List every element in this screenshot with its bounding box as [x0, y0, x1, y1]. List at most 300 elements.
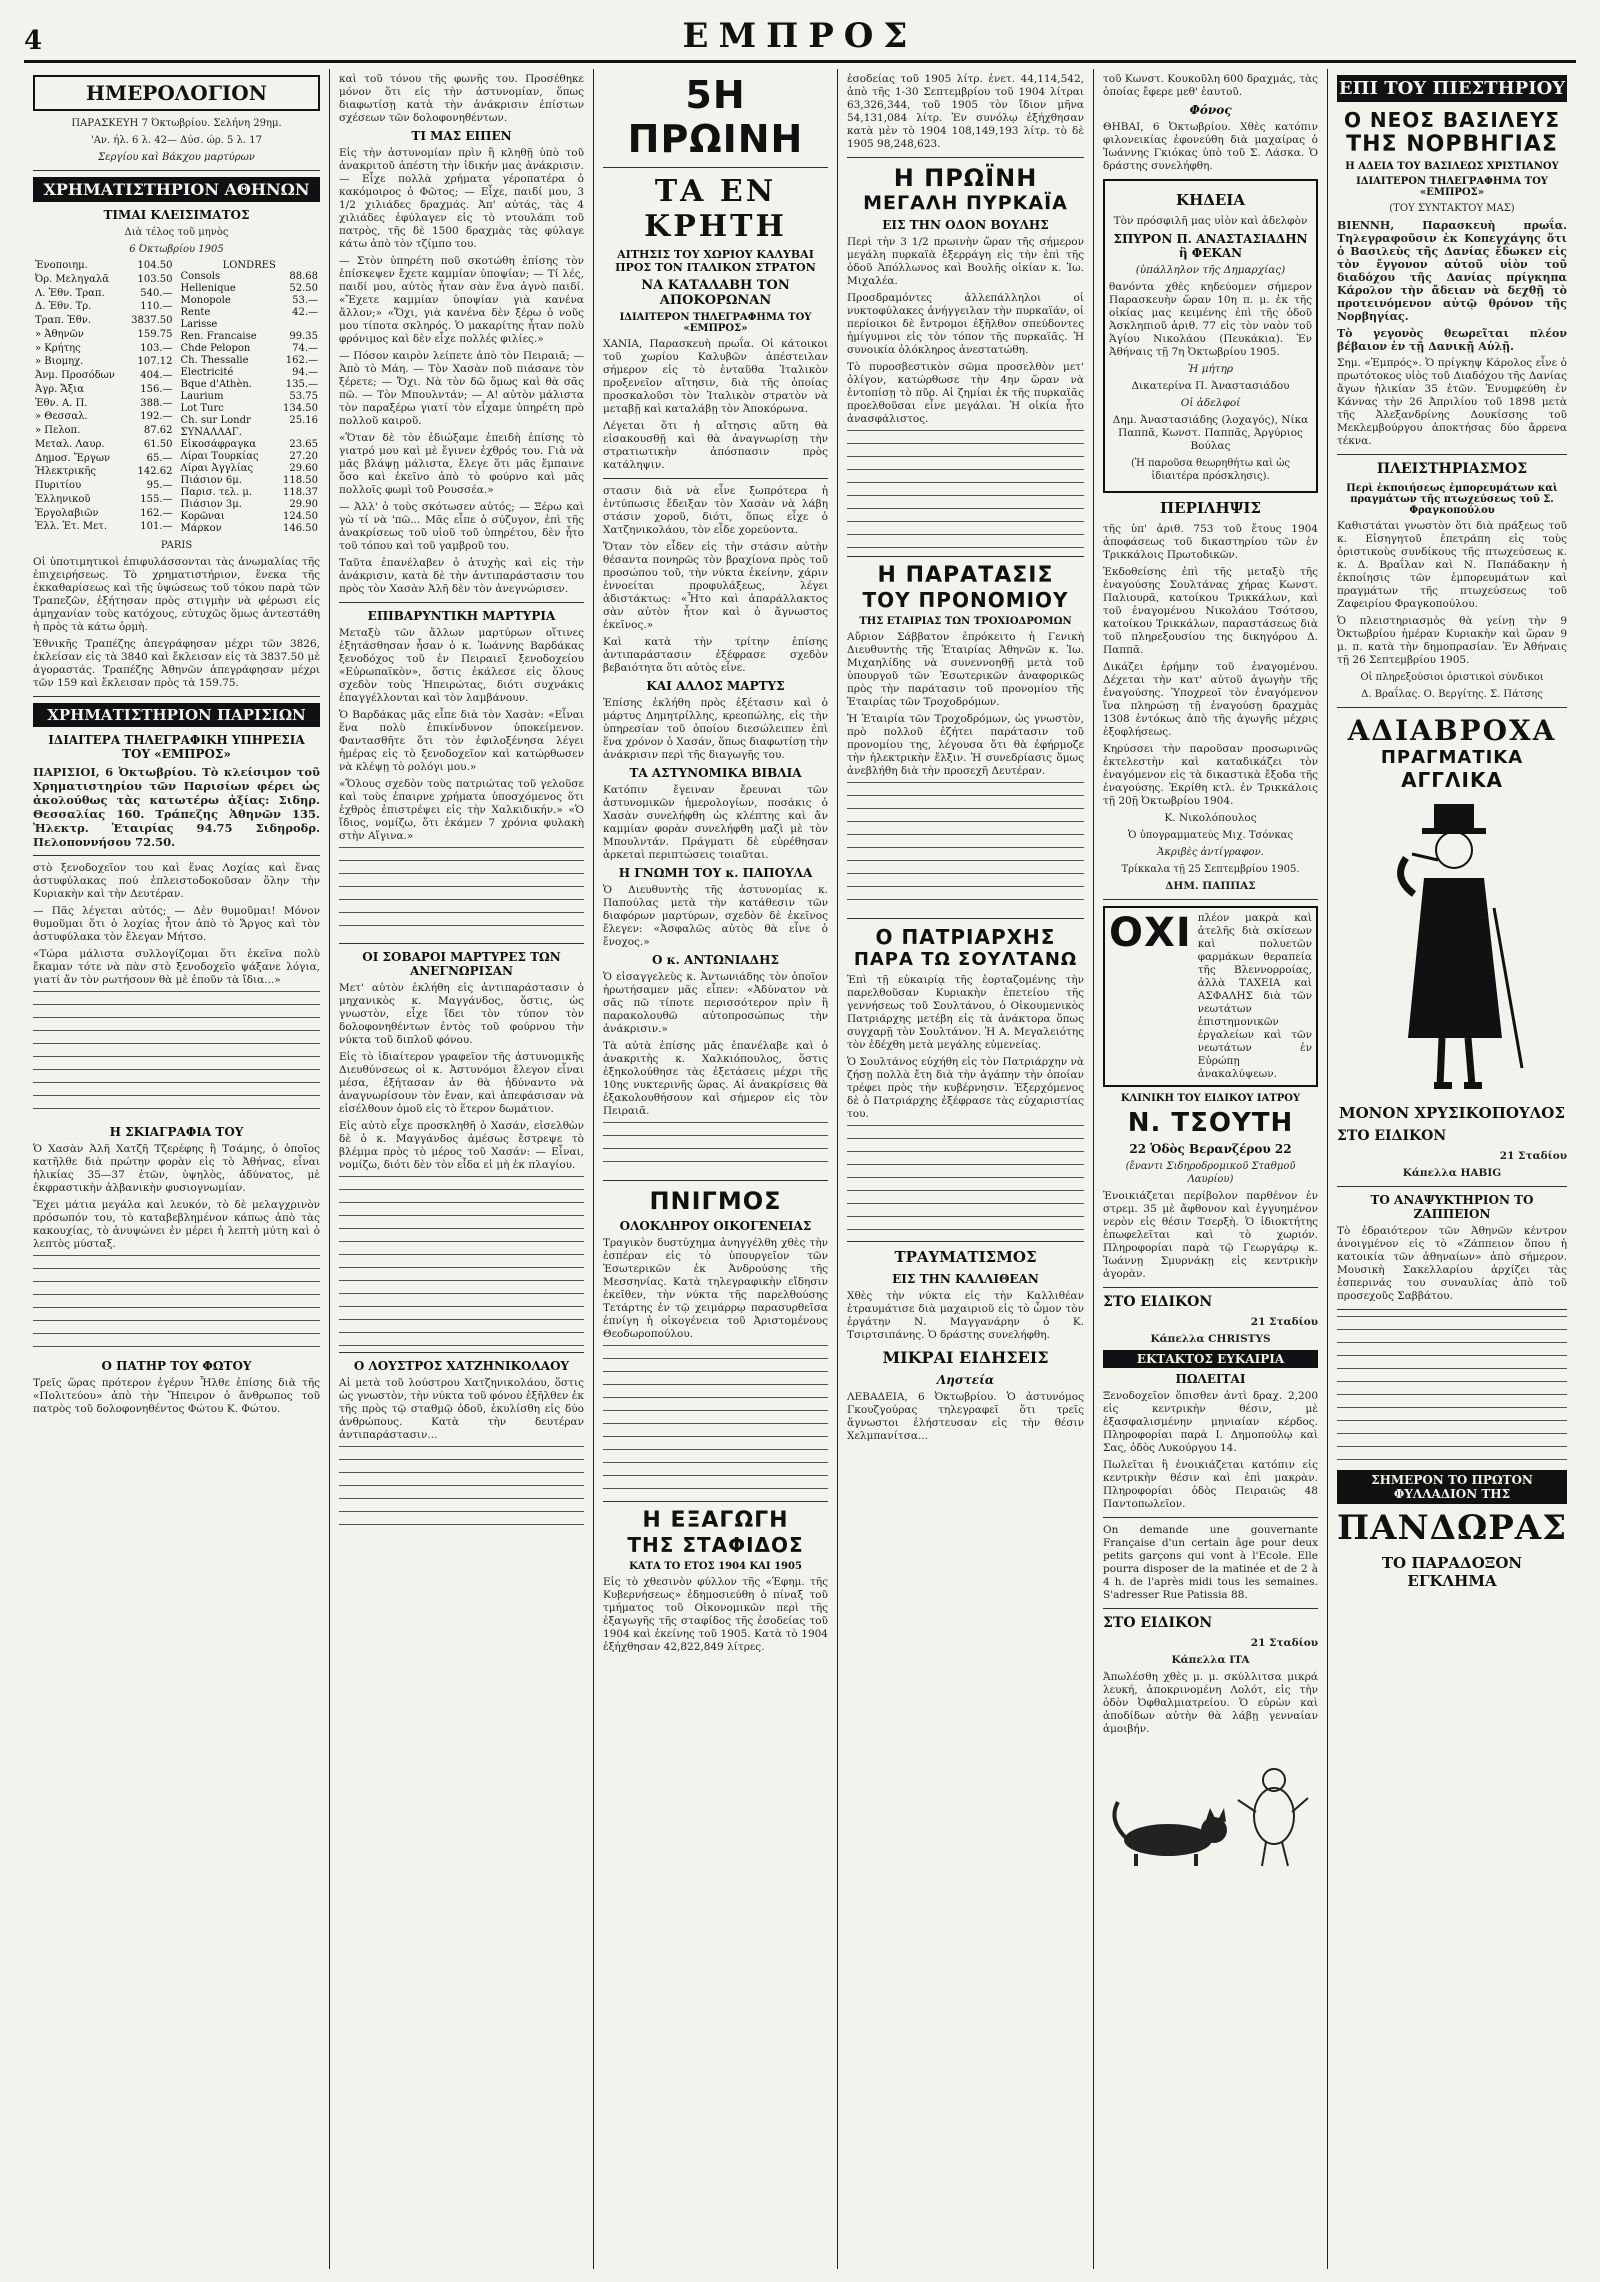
funeral-title: ΚΗΔΕΙΑ — [1176, 191, 1245, 209]
c5-text-5: Ἐκδοθείσης ἐπὶ τῆς μεταξὺ τῆς ἐναγούσης Σουλτάνας χήρας Κωνστ. Παλιουρᾶ, κατοίκου Τρικκάλων, καὶ τοῦ ἐναγομένου Νικολάου Τσότσου, κατοίκου Τρικκάλων, παραστάσεως διὰ τοῦ πληρεξουσίου της δικηγόρου Δ. Παππᾶ. — [1103, 566, 1318, 656]
price-row-value: 101.— — [140, 521, 173, 533]
c3-text-4: Ὅταν τὸν εἶδεν εἰς τὴν στάσιν αὐτὴν θέσαντα πονηρῶς τὸν βραχίονα πρὸς τοῦ προσώπου τοῦ, τὴν νύκτα ἐκείνην, χάριν ἐννοείται προφυλάξεως, λέγει ἀδιστάκτως: «Ἦτο καὶ ἀπαράλλακτος σὰν αὐτὸν ἦτον καὶ ὁ ἄγνωστος ἐκεῖνος.» — [603, 541, 828, 631]
price-row-label: Bque d'Athèn. — [180, 379, 252, 390]
exchange-title: ΧΡΗΜΑΤΙΣΤΗΡΙΟΝ ΑΘΗΝΩΝ — [33, 177, 320, 202]
price-row-label: Laurium — [180, 391, 224, 402]
fire-title-2: ΜΕΓΑΛΗ ΠΥΡΚΑΪΑ — [863, 192, 1068, 214]
price-row — [179, 367, 321, 379]
price-row-value: 540.— — [140, 287, 173, 299]
c3-text-6: Ἐπίσης ἐκλήθη πρὸς ἐξέτασιν καὶ ὁ μάρτυς Δημητρίλλης, κρεοπώλης, εἰς τὴν ὑπηρεσίαν τοῦ ὁποίου διεσώλειπεν ἐπὶ ἕνα χρόνον ὁ Χασάν, ὅπως διαφωτίσῃ τὴν ἀνάκρισιν περὶ τῆς διαγωγῆς του. — [603, 697, 828, 761]
price-row-label: Τραπ. Ἐθν. — [35, 315, 92, 326]
price-row-label: Μεταλ. Λαυρ. — [35, 438, 105, 450]
police-books-title: ΤΑ ΑΣΤΥΝΟΜΙΚΑ ΒΙΒΛΙΑ — [629, 766, 802, 780]
price-row-label: Ἀνμ. Προσόδων — [35, 370, 115, 381]
price-row-label: Πιάσιον 6μ. — [180, 475, 242, 486]
divider — [1103, 1608, 1318, 1609]
price-row-value: 103.50 — [137, 273, 173, 285]
c6-store-name: Κάπελλα HABIG — [1402, 1167, 1502, 1179]
price-row-value: 61.50 — [143, 438, 173, 450]
edition-kicker: 5Η ΠΡΩΙΝΗ — [627, 73, 804, 161]
c4-text-3: Προσδραμόντες ἀλλεπάλληλοι οἱ νυκτοφύλακες ἀνήγγειλαν τὴν πυρκαϊάν, οἱ περίοικοι δὲ ἔντρομοι ἐξῆλθον σπεύδοντες ἡμίγυμνοι εἰς τὸν τόπον τῆς πυρκαϊᾶς. Ἡ συνοικία ὁλόκληρος ἀνεστατώθη. — [847, 292, 1084, 356]
c6-text-6: Τὸ ἐδραιότερον τῶν Ἀθηνῶν κέντρον ἀνοιγμένον εἰς τὸ «Ζάππειον ὅπου ἡ κατοικία τῶν ἀθηναίων» ἀπὸ σήμερον. Μουσικὴ Σακελλαρίου ἀρχίζει τὰς ἑσπερινάς του συναυλίας ἀπὸ τοῦ προσεχοῦς Σαββάτου. — [1337, 1225, 1567, 1302]
price-row — [33, 398, 175, 412]
price-row — [179, 439, 321, 451]
murder-subtitle: Φόνος — [1189, 103, 1232, 117]
price-row-value: 29.60 — [289, 463, 318, 474]
price-row-label: Εἰκοσάφραγκα — [180, 439, 257, 450]
text-filler — [847, 1125, 1084, 1235]
c4-text-9: Χθὲς τὴν νύκτα εἰς τὴν Καλλιθέαν ἐτραυμάτισε διὰ μαχαιριοῦ εἰς τὸ ὦμον τὸν ἐργάτην Ν. Μαγγανάρην ὁ Κ. Τσιρτσιπάνης. Ὁ δράστης συνελήφθη. — [847, 1290, 1084, 1341]
story-text-4: — Πᾶς λέγεται αὐτός; — Δὲν θυμοῦμαι! Μόνον θυμοῦμαι ὅτι ὁ λοχίας ἦτον ἀπὸ τὸ Ἄργος καὶ τὸν ἀστυφύλακα τὸν ἔλεγαν Μήτσο. — [33, 905, 320, 943]
funeral-brothers: Οἱ ἀδελφοί — [1180, 397, 1241, 409]
price-row-value: 87.62 — [143, 425, 173, 436]
price-row-label: Παρισ. τελ. μ. — [180, 487, 253, 498]
pandora-subtitle: ΤΟ ΠΑΡΑΔΟΞΟΝ ΕΓΚΛΗΜΑ — [1381, 1554, 1523, 1590]
price-row-value: 118.37 — [283, 487, 318, 498]
c6-text-1: ΒΙΕΝΝΗ, Παρασκευὴ πρωΐα. Τηλεγραφοῦσιν ἐκ Κοπεγχάγης ὅτι ὁ Βασιλεὺς τῆς Δανίας ἔδωκεν εἰς τὸν ἔγγονον αὐτοῦ υἱὸν τοῦ διαδόχου τῆς Δανίας πρίγκηπα Κάρολον τὴν ἄδειαν νὰ δεχθῇ τὸ προτεινόμενον αὐτῷ θρόνον τῆς Νορβηγίας. — [1337, 219, 1567, 323]
export-title: Η ΕΞΑΓΩΓΗ — [642, 1508, 789, 1533]
c4-text-5: Αὔριον Σάββατον ἐπρόκειτο ἡ Γενικὴ Διευθυντὴς τῆς Ἑταιρίας Ἀθηνῶν κ. Ἰω. Μιχαηλίδης νὰ συνεννοηθῇ μετὰ τοῦ ὑπουργοῦ τῶν Ἐσωτερικῶν ἀναφορικῶς πρὸς τὴν παράτασιν τοῦ προνομίου τῆς Ἑταιρίας τῶν Τροχοδρόμων. — [847, 631, 1084, 708]
c3-text-8: Ὁ Διευθυντὴς τῆς ἀστυνομίας κ. Παπούλας μετὰ τὴν κατάθεσιν τῶν διαφόρων μαρτύρων, σχεδὸν δὲ ἐκεῖνος ἔλεγεν: «Ἀσφαλῶς αὐτὸς θὰ εἶνε ὁ ἔνοχος.» — [603, 884, 828, 948]
divider — [847, 1241, 1084, 1242]
paris-exchange-subtitle: ΙΔΙΑΙΤΕΡΑ ΤΗΛΕΓΡΑΦΙΚΗ ΥΠΗΡΕΣΙΑ ΤΟΥ «ΕΜΠΡΟΣ» — [48, 733, 305, 761]
price-row-value: 95.— — [146, 480, 173, 491]
price-row-label: Ἑλληνικοῦ — [35, 493, 91, 505]
price-row — [179, 355, 321, 367]
price-row-value: 103.— — [140, 342, 173, 354]
price-row-value: 27.20 — [289, 451, 318, 462]
c2-text-5: «Ὅταν δὲ τὸν ἐδιώξαμε ἐπειδὴ ἐπίσης τὸ γιατρό μου καὶ μὲ ἔγινεν ἐχθρός του. Γιὰ νὰ μᾶς βλάψῃ μάλιστα, ἔλεγε ὅτι μᾶς ἔμπαινε ὅσο καὶ ἐκεῖνο ἀπὸ τὸ φούρνο καὶ μᾶς πολλοῖς φωμὶ τοῦ Ρουσσέα.» — [339, 432, 584, 496]
price-row — [179, 391, 321, 403]
c4-text-7: Ἐπὶ τῇ εὐκαιρίᾳ τῆς ἑορταζομένης τὴν παρελθοῦσαν Κυριακὴν ἐπετείου τῆς γεννήσεως τοῦ Σουλτάνου, ὁ Οἰκουμενικὸς Πατριάρχης μετέβη εἰς τὰ ἀνάκτορα ὅπως συγχαρῇ τὸν Σουλτάνον. Ἡ Α. Μεγαλειότης τὸν ἐδέχθη μετὰ μεγάλης εὐμενείας. — [847, 974, 1084, 1051]
price-row — [33, 521, 175, 535]
price-row-value — [274, 427, 320, 439]
prices-title: ΤΙΜΑΙ ΚΛΕΙΣΙΜΑΤΟΣ — [103, 208, 250, 222]
price-row-value: 124.50 — [283, 511, 318, 522]
price-row — [33, 480, 175, 494]
robbery-subtitle: Ληστεία — [936, 1373, 995, 1387]
sale-title: ΠΩΛΕΙΤΑΙ — [1175, 1372, 1246, 1386]
what-title: ΤΙ ΜΑΣ ΕΙΠΕΝ — [411, 129, 512, 143]
c5-text-6: Δικάζει ἐρήμην τοῦ ἐναγομένου. Δέχεται τὴν κατ' αὐτοῦ ἀγωγὴν τῆς ἐναγούσης. Ὑποχρεοῖ τὸν ἐναγόμενον ἵνα πληρώσῃ τῇ ἐναγούσῃ δραχμὰς 1308 ἐντόκως ἀπὸ τῆς ἀγωγῆς μέχρις ἐξοφλήσεως. — [1103, 661, 1318, 738]
calendar-title: ΗΜΕΡΟΛΟΓΙΟΝ — [33, 75, 320, 111]
price-row-label: Ὀρ. Μεληγαλᾶ — [35, 273, 110, 285]
divider — [1103, 899, 1318, 900]
price-table — [33, 260, 320, 535]
price-row-label: Ἐθν. Α. Π. — [35, 397, 88, 409]
price-row-label: Consols — [180, 271, 221, 282]
price-row — [179, 331, 321, 343]
price-row — [33, 315, 175, 329]
c3-text-5: Καὶ κατὰ τὴν τρίτην ἐπίσης ἀντιπαράστασιν ἐξέφρασε σχεδὸν βεβαιότητα ὅτι αὐτὸς εἶνε. — [603, 636, 828, 674]
price-row-label: Rente — [180, 307, 211, 318]
raincoat-ad-only: ΜΟΝΟΝ ΧΡΥΣΙΚΟΠΟΥΛΟΣ — [1339, 1104, 1565, 1122]
pandora-kicker: ΣΗΜΕΡΟΝ ΤΟ ΠΡΩΤΟΝ ΦΥΛΛΑΔΙΟΝ ΤΗΣ — [1337, 1470, 1567, 1504]
price-table-foreign — [179, 260, 321, 535]
price-row-value: 107.12 — [137, 356, 173, 368]
paris-label: PARIS — [160, 540, 193, 551]
price-row — [179, 295, 321, 307]
price-row-label: Monopole — [180, 295, 231, 306]
calendar-line-3: Σεργίου καὶ Βάκχου μαρτύρων — [98, 152, 255, 163]
c5-text-2: ΘΗΒΑΙ, 6 Ὀκτωβρίου. Χθὲς κατόπιν φιλονεικίας ἐφονεύθη διὰ μαχαίρας ὁ Ἰωάννης Γκιόκας ὑπὸ τοῦ Σ. Λάσκα. Ὁ δράστης συνελήφθη. — [1103, 121, 1318, 172]
c3-text-10: Τὰ αὐτὰ ἐπίσης μᾶς ἐπανέλαβε καὶ ὁ ἀνακριτὴς κ. Χαλκιόπουλος, ὅστις ἐξηκολούθησε τὰς ἐξετάσεις μέχρι τῆς 10ης νυκτερινῆς ὥρας. Αἱ ἀνακρίσεις θὰ ἐξακολουθήσουν καὶ σήμερον εἰς τὸν Πειραιᾶ. — [603, 1040, 828, 1117]
price-row-label: Ἐνοποιημ. — [35, 260, 88, 271]
newspaper-title: ΕΜΠΡΟΣ — [682, 16, 918, 56]
c6-text-4: Καθιστάται γνωστὸν ὅτι διὰ πράξεως τοῦ κ. Εἰσηγητοῦ ἐπετράπη εἰς τοὺς ὁριστικοὺς συνδίκους τῆς πτωχεύσεως κ. κ. Δ. Βραΐλαν καὶ Ν. Παπάδακην ἡ ἐκποίησις τῶν ἐμπορευμάτων καὶ πραγμάτων τῆς πτωχεύσεως τοῦ Ζαφειρίου Φραγκοπούλου. — [1337, 520, 1567, 610]
summary-signature: Κ. Νικολόπουλος — [1164, 812, 1257, 824]
bath-title: Ο ΛΟΥΣΤΡΟΣ ΧΑΤΖΗΝΙΚΟΛΑΟΥ — [353, 1359, 570, 1373]
price-row-value: 110.— — [140, 301, 173, 313]
price-row-value: 25.16 — [289, 415, 318, 426]
price-row-value: 3837.50 — [131, 315, 173, 326]
c6-text-3: Σημ. «Ἐμπρός». Ὁ πρίγκηψ Κάρολος εἶνε ὁ πρωτότοκος υἱὸς τοῦ Διαδόχου τῆς Δανίας ἄγων ἡλικίαν 35 ἐτῶν. Ἐνυμφεύθη ἐν Κάννας τὴν 26 Ἀπριλίου τοῦ 1898 μετὰ τῆς Ἀλεξανδρίνης Δουκίσσης τοῦ Μεκλεμβούργου ἀποκτήσας δύο ἄρρενα τέκνα. — [1337, 357, 1567, 447]
ad-clinic: ΚΛΙΝΙΚΗ ΤΟΥ ΕΙΔΙΚΟΥ ΙΑΤΡΟΥ — [1120, 1093, 1301, 1104]
c4-text-1: ἐσοδείας τοῦ 1905 λίτρ. ἐνετ. 44,114,542, ἀπὸ τῆς 1-30 Σεπτεμβρίου τοῦ 1904 λίτραι 63,326,344, τοῦ 1905 τὸν ἴδιον μῆνα 54,131,084 λίτρ. Ἐν συνόλῳ ἐξήχθησαν κατὰ μὲν τὸ 1904 108,149,193 λίτρ. τὸ δὲ 1905 98,248,623. — [847, 73, 1084, 150]
text-filler — [603, 1122, 828, 1174]
crete-deck: ΑΙΤΗΣΙΣ ΤΟΥ ΧΩΡΙΟΥ ΚΑΛΥΒΑΙ ΠΡΟΣ ΤΟΝ ΙΤΑΛΙΚΟΝ ΣΤΡΑΤΟΝ — [615, 248, 816, 274]
store-label: ΣΤΟ ΕΙΔΙΚΟΝ — [1103, 1294, 1213, 1310]
papoulas-opinion-title: Η ΓΝΩΜΗ ΤΟΥ κ. ΠΑΠΟΥΛΑ — [618, 866, 813, 880]
exceptional-title: ΕΚΤΑΚΤΟΣ ΕΥΚΑΙΡΙΑ — [1103, 1350, 1318, 1368]
zappeion-title: ΤΟ ΑΝΑΨΥΚΤΗΡΙΟΝ ΤΟ ΖΑΠΠΕΙΟΝ — [1370, 1193, 1534, 1221]
text-filler — [33, 1255, 320, 1355]
fire-subtitle: ΕΙΣ ΤΗΝ ΟΔΟΝ ΒΟΥΛΗΣ — [882, 218, 1049, 232]
c5-text-8: Ἐνοικιάζεται περίβολον παρθένον ἐν στρεμ. 35 μὲ ἄφθονον καὶ ἐγγυημένον νερὸν εἰς θέσιν Τσερξὴ. Ὁ ἰδιοκτήτης ἐπωφελεῖται καὶ τὸ χωριόν. Πληροφορίαι παρὰ τῷ Γεωργάρῳ κ. Ἰωάννῃ Σμυρνάκῃ εἰς κεντρικὴν ἀγορὰν. — [1103, 1190, 1318, 1280]
c4-text-4: Τὸ πυροσβεστικὸν σῶμα προσελθὸν μετ' ὀλίγον, κατώρθωσε τὴν 4ην ὥραν νὰ ἐντοπίσῃ τὸ πῦρ. Αἱ ζημίαι ἐκ τῆς πυρκαϊᾶς προελθοῦσαι εἶνε μεγάλαι. Ἡ οἰκία ἦτο ἀνασφάλιστος. — [847, 361, 1084, 425]
price-row-value: 162.— — [285, 355, 318, 366]
father-title: Ο ΠΑΤΗΡ ΤΟΥ ΦΩΤΟΥ — [101, 1359, 252, 1373]
price-row — [179, 271, 321, 283]
c6-store-label: ΣΤΟ ΕΙΔΙΚΟΝ — [1337, 1128, 1447, 1144]
raincoat-ad-title: ΑΔΙΑΒΡΟΧΑ — [1347, 714, 1557, 747]
price-row-label: Λίραι Ἀγγλίας — [180, 463, 254, 474]
price-row-label: Electricité — [180, 367, 234, 378]
divider — [1337, 1309, 1567, 1310]
crete-wire: ΙΔΙΑΙΤΕΡΟΝ ΤΗΛΕΓΡΑΦΗΜΑ ΤΟΥ «ΕΜΠΡΟΣ» — [619, 312, 812, 334]
price-row-value: 23.65 — [289, 439, 318, 450]
divider — [339, 1352, 584, 1353]
cat-rat-drawing — [1106, 1742, 1316, 1872]
price-row-label: Μάρκον — [180, 523, 222, 534]
price-table-greek — [33, 260, 175, 535]
text-filler — [339, 1176, 584, 1346]
price-row-label: Λ. Ἐθν. Τραπ. — [35, 287, 105, 299]
price-row-value: 88.68 — [289, 271, 318, 282]
export-subtitle: ΚΑΤΑ ΤΟ ΕΤΟΣ 1904 ΚΑΙ 1905 — [629, 1561, 802, 1572]
c6-text-2: Τὸ γεγονὸς θεωρεῖται πλέον βέβαιον ἐν τῇ Δανικῇ Αὐλῇ. — [1337, 327, 1567, 353]
columns — [24, 69, 1576, 2269]
price-row-label: Ren. Francaise — [180, 331, 257, 342]
divider — [1337, 454, 1567, 455]
divider — [847, 556, 1084, 557]
price-row — [179, 427, 321, 439]
c5-text-4: τῆς ὑπ' ἀριθ. 753 τοῦ ἔτους 1904 ἀποφάσεως τοῦ δικαστηρίου τῶν ἐν Τρικκάλοις Πρωτοδικῶν. — [1103, 523, 1318, 561]
c3-text-2: Λέγεται ὅτι ἡ αἴτησις αὕτη θὰ εἰσακουσθῇ καὶ θὰ ἀναγνωρίσῃ τὴν στρατιωτικὴν ἀπόσπασιν πρὸς κατάληψιν. — [603, 420, 828, 471]
c3-text-3: στασιν διὰ νὰ εἶνε ξωπρότερα ἡ ἐντύπωσις ἔδειξαν τὸν Χασὰν νὰ λάβη στάσιν χοροῦ, διότι, ὅπως εἶχε ὁ Χατζηνικολάου, τὸν εἶδε χορεύοντα. — [603, 485, 828, 536]
king-title-2: ΤΗΣ ΝΟΡΒΗΓΙΑΣ — [1346, 132, 1558, 157]
small-news-title: ΜΙΚΡΑΙ ΕΙΔΗΣΕΙΣ — [882, 1348, 1049, 1367]
antoniadis-title: Ο κ. ΑΝΤΩΝΙΑΔΗΣ — [652, 953, 779, 967]
price-row-value: 74.— — [292, 343, 318, 354]
french-ad: On demande une gouvernante Française d'un certain âge pour deux petits garçons qui vont à l'Ecole. Elle pourra disposer de la matinée et de 2 à 4 h. de l'après midi tous les semaines. S'adresser Rue Patissia 88. — [1103, 1524, 1318, 1601]
price-row — [179, 451, 321, 463]
price-row — [33, 494, 175, 508]
c2-text-8: Μεταξὺ τῶν ἄλλων μαρτύρων οἵτινες ἐξητάσθησαν ἦσαν ὁ κ. Ἰωάννης Βαρδάκας ξενοδόχος τοῦ ἐν Πειραιεῖ ξενοδοχείου «Εὐρωπαϊκὸν», ὅστις ἐκάλεσε εἰς ὅλους σχεδὸν τοὺς Ἠπειρώτας, διότι συχνάκις ἐπαγγέλλονται καὶ τὸν λαμβάνουν. — [339, 627, 584, 704]
price-row-value: 192.— — [140, 411, 173, 423]
story-text-3: στὸ ξενοδοχεῖον του καὶ ἕνας Λοχίας καὶ ἕνας ἀστυφύλακας πού ἐπλειστοδοκοῦσαν ὅλην τὴν Κυριακὴν καὶ τὴν Δευτέραν. — [33, 862, 320, 900]
price-row — [179, 523, 321, 535]
price-row — [33, 466, 175, 480]
price-row-label: Ἑλλ. Ἐτ. Μετ. — [35, 521, 107, 533]
cat-rat-illustration — [1103, 1742, 1318, 1872]
price-row — [179, 499, 321, 511]
gentleman-drawing — [1352, 798, 1552, 1098]
divider — [1103, 1287, 1318, 1288]
price-row — [179, 343, 321, 355]
price-row-label: » Ἀθηνῶν — [35, 328, 84, 340]
text-filler — [847, 430, 1084, 550]
price-row — [179, 511, 321, 523]
c5-text-9: Ξενοδοχεῖον ὅπισθεν ἀντὶ δραχ. 2,200 εἰς κεντρικὴν θέσιν, μὲ ἐξασφαλισμένην μηνιαίαν κέρδος. Πληροφορίαι παρὰ Ι. Δημοπούλῳ καὶ Σας, ὁδὸς Λυκούργου 14. — [1103, 1390, 1318, 1454]
court-title: ΕΠΙ ΤΟΥ ΠΙΕΣΤΗΡΙΟΥ — [1337, 75, 1567, 102]
price-row — [33, 288, 175, 302]
price-row-label: » Θεσσαλ. — [35, 411, 88, 423]
c3-text-1: ΧΑΝΙΑ, Παρασκευὴ πρωΐα. Οἱ κάτοικοι τοῦ χωρίου Καλυβῶν ἀπέστειλαν σήμερον εἰς τὸ ἐνταῦθα Ἰταλικὸν προξενεῖον αἴτησιν, διὰ τῆς ὁποίας προσκαλοῦσι τὸν Ἰταλικὸν στρατὸν νὰ μεταβῇ καὶ καταλάβῃ τὸν Ἀποκόρωνα. — [603, 338, 828, 415]
price-row-label: » Βιομηχ. — [35, 356, 84, 368]
drowning-subtitle: ΟΛΟΚΛΗΡΟΥ ΟΙΚΟΓΕΝΕΙΑΣ — [619, 1219, 812, 1233]
ad-address: 22 Ὁδὸς Βερανζέρου 22 — [1129, 1142, 1292, 1156]
divider — [603, 478, 828, 479]
divider — [33, 696, 320, 697]
summary-place: Τρίκκαλα τῇ 25 Σεπτεμβρίου 1905. — [1121, 864, 1300, 875]
story-text-5: «Τώρα μάλιστα συλλογίζομαι ὅτι ἐκεῖνα πολὺ ἔκαμαν τότε νὰ πὰν στὸ ξενοδοχεῖο ψάξανε λόγια, γιατί ἄν τὸν ρωτήσουν θὰ μὲ ἐποῦν τὰ ἴδια...» — [33, 948, 320, 986]
price-row-label: Ἀγρ. Ἄξια — [35, 383, 84, 395]
export-title-2: ΤΗΣ ΣΤΑΦΙΔΟΣ — [627, 1533, 804, 1557]
exchange-text-2: Ἐθνικῆς Τραπέζης ἀπεγράφησαν μέχρι τῶν 3826, ἐκλείσαν εἰς τὰ 3840 καὶ ἔκλεισαν εἰς τὰ 3837.50 μὲ ἀγοραστάς. Τραπέζης Ἀθηνῶν ἀπεγράφησαν μέχρι τῶν 159 καὶ ἔκλεισαν πρὸς τὰ 159.75. — [33, 638, 320, 689]
c2-text-9: Ὁ Βαρδάκας μᾶς εἶπε διὰ τὸν Χασὰν: «Εἶναι ἕνα πολὺ ἐπικίνδυνον ὑποκείμενον. Φαντασθῆτε ὅτι τὸν ἐφιλοξένησα λέγει ἡμέρας εἰς τὸ ξενοδοχεῖον καὶ κατώρθωσεν νὰ κλέψῃ τὸ ρολόγι μου.» — [339, 709, 584, 773]
c2-text-11: Μετ' αὐτὸν ἐκλήθη εἰς ἀντιπαράστασιν ὁ μηχανικὸς κ. Μαγγάνδος, ὅστις, ὡς γνωστὸν, εἶχε ἴδει τὸν τύπον τὸν δολοφονηθέντων ἐντὸς τοῦ φούρνου τὴν νύκτα τοῦ διπλοῦ φόνου. — [339, 982, 584, 1046]
column-5 — [1094, 69, 1328, 2269]
price-row-label: Ἐργολαβιῶν — [35, 507, 99, 519]
paris-exchange-body: ΠΑΡΙΣΙΟΙ, 6 Ὀκτωβρίου. Τὸ κλείσιμον τοῦ Χρηματιστηρίου τῶν Παρισίων φέρει ὡς ἀκολούθως τὰς κατωτέρω ἀξίας: Σιδηρ. Θεσσαλίας 160. Τράπεζης Ἀθηνῶν 135. Ἠλεκτρ. Ἑταιρίας 94.75 Σιδηροδρ. Πελοποννήσου 72.50. — [33, 765, 320, 849]
c4-text-6: Ἡ Ἑταιρία τῶν Τροχοδρόμων, ὡς γνωστὸν, πρὸ πολλοῦ ἐζήτει παράτασιν τοῦ προνομίου της, λέγουσα ὅτι θὰ ἐφήρμοζε τὴν ἠλεκτρικὴν ἔλξιν. Ἡ συνεδρίασις ὅμως ἀνεβλήθη διὰ τὴν προσεχῆ Δευτέραν. — [847, 713, 1084, 777]
price-row-label: Δημοσ. Ἔργων — [35, 452, 111, 464]
c5-text-7: Κηρύσσει τὴν παροῦσαν προσωρινῶς ἐκτελεστὴν καὶ καταδικάζει τὸν ἐναγόμενον εἰς τὰ δικαστικὰ ἔξοδα τῆς ἐναγούσης. Ἐκρίθη κτλ. ἐν Τρικκάλοις τῇ 20ῇ Ὀκτωβρίου 1904. — [1103, 743, 1318, 807]
king-wire-subtitle: (ΤΟΥ ΣΥΝΤΑΚΤΟΥ ΜΑΣ) — [1389, 203, 1515, 214]
price-row-value: 118.50 — [283, 475, 318, 486]
auction-subtitle: Περὶ ἐκποιήσεως ἐμπορευμάτων καὶ πραγμάτων τῆς πτωχεύσεως τοῦ Σ. Φραγκοπούλου — [1346, 483, 1558, 516]
price-row — [179, 487, 321, 499]
price-row-value: 146.50 — [283, 523, 318, 534]
other-witness-title: ΚΑΙ ΑΛΛΟΣ ΜΑΡΤΥΣ — [646, 679, 785, 693]
summary-copy: Ἀκριβὲς ἀντίγραφον. — [1157, 847, 1264, 858]
price-row — [33, 370, 175, 384]
masthead — [24, 0, 1576, 63]
story-text-8: Τρεῖς ὥρας πρότερον ἐγέρυν Ἦλθε ἐπίσης διὰ τῆς «Πολιτεύου» ἀπὸ τὴν Ἤπειρον ὁ ἄνθρωπος τοῦ πατρὸς τοῦ δολοφονηθέντος Φώτου Κ. Φώτου. — [33, 1377, 320, 1415]
divider — [339, 602, 584, 603]
price-row — [33, 425, 175, 439]
price-row — [179, 403, 321, 415]
text-filler — [339, 847, 584, 937]
king-subtitle: Η ΑΔΕΙΑ ΤΟΥ ΒΑΣΙΛΕΩΣ ΧΡΙΣΤΙΑΝΟΥ — [1345, 161, 1559, 172]
king-wire: ΙΔΙΑΙΤΕΡΟΝ ΤΗΛΕΓΡΑΦΗΜΑ ΤΟΥ «ΕΜΠΡΟΣ» — [1356, 176, 1548, 198]
crete-headline: ΤΑ ΕΝ ΚΡΗΤΗ — [644, 174, 787, 244]
store-name: Κάπελλα CHRISTYS — [1150, 1333, 1271, 1345]
ad-doctor: Ν. ΤΣΟΥΤΗ — [1127, 1108, 1294, 1138]
c2-text-12: Εἰς τὸ ἰδιαίτερον γραφεῖον τῆς ἀστυνομικῆς Διευθύνσεως οἱ κ. Ἀστυνόμοι ἔλεγον εἶναι μέσα, ἐξήτασαν ἀν θὰ ἠδύναντο νὰ ἀναγνωρίσουν τὸν ἔναν, καὶ ἀπεφάσισαν νὰ εἰσέλθουν ὁμοῦ εἰς τὸ ἕτερον δωμάτιον. — [339, 1051, 584, 1115]
c2-text-14: Αἱ μετὰ τοῦ λούστρου Χατζηνικολάου, ὅστις ὡς γνωστὸν, τὴν νύκτα τοῦ φόνου ἐξῆλθεν ἐκ τῆς πρὸς τῷ σταθμῷ ὁδοῦ, ἐκυλίσθη εἰς δύο ἀνθρώπους. Κατὰ τὴν δευτέραν ἀντιπαράστασιν... — [339, 1377, 584, 1441]
price-table-foreign-rows — [179, 271, 321, 535]
funeral-brothers-names: Δημ. Ἀναστασιάδης (λοχαγός), Νίκα Παππᾶ, Κωνστ. Παππᾶς, Ἀργύριος Βούλας — [1112, 414, 1309, 452]
price-row — [33, 508, 175, 522]
column-1 — [24, 69, 330, 2269]
price-row-value: 99.35 — [289, 331, 318, 342]
price-row-label: Hellenique — [180, 283, 236, 294]
auction-signature-role: Οἱ πληρεξούσιοι ὁριστικοὶ σύνδικοι — [1360, 672, 1544, 683]
funeral-notice — [1103, 179, 1318, 493]
price-row-value: 53.— — [292, 295, 318, 306]
price-row — [33, 453, 175, 467]
king-title: Ο ΝΕΟΣ ΒΑΣΙΛΕΥΣ — [1343, 108, 1561, 132]
price-row-label: Ch. Thessalie — [180, 355, 249, 366]
pandora-title: ΠΑΝΔΩΡΑΣ — [1337, 1508, 1568, 1548]
raincoat-ad-title-2: ΠΡΑΓΜΑΤΙΚΑ — [1380, 747, 1524, 768]
c3-text-7: Κατόπιν ἔγειναν ἔρευναι τῶν ἀστυνομικῶν ἡμερολογίων, ποσάκις ὁ Χασὰν συνελήφθη ὡς κλέπτης καὶ ἄν καμμίαν φορὰν συνελήφθη μαζὶ μὲ τὸν Μπουλντάν. Πράγματι δὲ εὑρέθησαν ἀρκεταὶ περιπτώσεις τοιαῦται. — [603, 784, 828, 861]
price-row — [179, 379, 321, 391]
raincoat-ad-title-3: ΑΓΓΛΙΚΑ — [1401, 768, 1503, 792]
patriarch-title-2: ΠΑΡΑ ΤΩ ΣΟΥΛΤΑΝΩ — [853, 949, 1078, 970]
c2-text-3: — Στὸν ὑπηρέτη ποῦ σκοτώθη ἐπίσης τὸν ἐπίσκεψεν ἔχετε καμμίαν ὑποψίαν; — Τί λές, παιδί μου, αὐτὸς ἦταν σὰν ἕνα ἀγνὸ παιδί. «Ἔχετε καμμίαν ὑποψίαν γιὰ κανένα ἄλλον;» «Ὄχι, γιὰ κανένα δὲν ξέρω ὁ νοῦς μου τίποτα σκληρός. Ὁ μακαρίτης ἦταν πολὺ φρόνιμος καὶ δὲν εἶχε πολλές φιλίες.» — [339, 255, 584, 345]
divider — [339, 943, 584, 944]
c2-text-7: Ταῦτα ἐπανέλαβεν ὁ ἀτυχὴς καὶ εἰς τὴν ἀνάκρισιν, κατὰ δὲ τὴν ἀντιπαράστασιν του πρὸς τὸν Χασὰν Ἀλῆ δὲν τὸν ἀνεγνώρισεν. — [339, 557, 584, 595]
ad-no-big: ΟΧΙ — [1109, 910, 1192, 956]
price-row — [33, 384, 175, 398]
store-number: 21 Σταδίου — [1250, 1316, 1318, 1328]
price-row-label: Chde Pelopon — [180, 343, 251, 354]
c2-text-13: Εἰς αὐτὸ εἶχε προσκληθῆ ὁ Χασάν, εἰσελθὼν δὲ ὁ κ. Μαγγάνδος ἀμέσως ἔστρεψε τὸ βλέμμα πρὸς τὸ μέρος τοῦ Χασάν: — Εἶναι, νομίζω, διότι δὲν τὸν εἶδα εἰ μὴ ἐκ πλαγίου. — [339, 1120, 584, 1171]
price-row — [33, 439, 175, 453]
divider — [847, 157, 1084, 158]
price-row-label: Ἠλεκτρικῆς — [35, 466, 96, 478]
price-row-value: 404.— — [140, 370, 173, 381]
price-row-value: 134.50 — [283, 403, 318, 414]
price-row-value: 155.— — [140, 493, 173, 505]
wounding-subtitle: ΕΙΣ ΤΗΝ ΚΑΛΛΙΘΕΑΝ — [892, 1272, 1039, 1286]
page-number: 4 — [24, 26, 43, 56]
prices-date: 6 Όκτωβρίου 1905 — [129, 244, 224, 255]
price-row — [179, 415, 321, 427]
divider — [1103, 1517, 1318, 1518]
ad-address-note: (ἔναντι Σιδηροδρομικοῦ Σταθμοῦ Λαυρίου) — [1125, 1161, 1296, 1185]
funeral-lead: Τὸν πρόσφιλῆ μας υἱὸν καὶ ἀδελφὸν — [1113, 215, 1308, 227]
price-row-value — [274, 319, 320, 331]
price-row — [33, 343, 175, 357]
c6-store-number: 21 Σταδίου — [1499, 1150, 1567, 1162]
price-row — [179, 283, 321, 295]
c4-text-10: ΛΕΒΑΔΕΙΑ, 6 Ὀκτωβρίου. Ὁ ἀστυνόμος Γκουζγούρας τηλεγραφεῖ ὅτι τρεῖς ἄγνωστοι ἐλήστευσαν εἰς τὴν θέσιν Χελμπανίτσα... — [847, 1391, 1084, 1442]
divider — [847, 918, 1084, 919]
patriarch-title: Ο ΠΑΤΡΙΑΡΧΗΣ — [875, 925, 1056, 949]
c5-text-11: Ἀπωλέσθη χθὲς μ. μ. σκύλλιτσα μικρά λευκή, ἀποκρινομένη Λολότ, εἰς τὴν ὁδὸν Ὀφθαλμιατρείου. Ὁ εὑρὼν καὶ ἀποδίδων αὐτὴν θὰ λάβῃ γενναίαν ἀμοιβήν. — [1103, 1671, 1318, 1735]
price-row-value: 156.— — [140, 383, 173, 395]
story-text-6: Ὁ Χασὰν Ἀλῆ Χατζῆ Τζερέφης ἢ Τσάμης, ὁ ὁποῖος κατῆλθε διὰ πρώτην φορὰν εἰς τὸ Ἀθήνας, εἶναι ἡλικίας 35—37 ἐτῶν, ὑψηλὸς, ἀδύνατος, μὲ ἐκφραστικὴν ἀλβανικὴν φυσιογνωμίαν. — [33, 1143, 320, 1194]
story-text-7: Ἔχει μάτια μεγάλα καὶ λευκόν, τὸ δὲ μελαγχρινὸν πρόσωπόν του, τὸ καταβεβλημένον κάπως ἀπὸ τὰς κακουχίας, τὸ ἀνυψώνει ἐν μέρει ἡ λεπτὴ μύτη καὶ ὁ λεπτὸς μύσταξ. — [33, 1199, 320, 1250]
c3-text-12: Εἰς τὸ χθεσινὸν φύλλον τῆς «Ἐφημ. τῆς Κυβερνήσεως» ἐδημοσιεύθη ὁ πίναξ τοῦ τμήματος τοῦ Οἰκονομικῶν περὶ τῆς ἐξαγωγῆς τῆς σταφίδος τῆς ἐσοδείας τοῦ 1904 καὶ ἐκείνης τοῦ 1905. Κατὰ τὸ 1904 ἐξήχθησαν 42,822,849 λίτρες. — [603, 1576, 828, 1653]
price-row-value: 53.75 — [289, 391, 318, 402]
price-row — [179, 463, 321, 475]
c2-text-4: — Πόσον καιρὸν λείπετε ἀπὸ τὸν Πειραιᾶ; — Ἀπὸ τὸ Μάη. — Τὸν Χασὰν ποῦ πιάσανε τὸν ξέρετε; — Ὄχι. Νὰ τὸν δῶ ὅμως καὶ θὰ σᾶς πῶ. — Τὸν Μπουλντάν; — Α! αὐτὸν μάλιστα τὸν παραξέρω γιατί τὸν εἶχαμε ὑπηρέτη πρὸ πολλοῦ καιροῦ. — [339, 350, 584, 427]
funeral-note: (Ἡ παροῦσα θεωρηθήτω καὶ ὡς ἰδιαιτέρα πρόσκλησις). — [1130, 458, 1291, 482]
calendar-line-2: 'Αν. ήλ. 6 λ. 42— Δύσ. ώρ. 5 λ. 17 — [90, 135, 263, 146]
shadow-title: Η ΣΚΙΑΓΡΑΦΙΑ ΤΟΥ — [109, 1125, 244, 1139]
crete-deck-2: ΝΑ ΚΑΤΑΛΑΒΗ ΤΟΝ ΑΠΟΚΟΡΩΝΑΝ — [641, 278, 790, 308]
paris-exchange-title: ΧΡΗΜΑΤΙΣΤΗΡΙΟΝ ΠΑΡΙΣΙΩΝ — [33, 703, 320, 727]
price-row-label: Πιάσιον 3μ. — [180, 499, 242, 510]
c5-text-1: τοῦ Κωνστ. Κουκοῦλη 600 δραχμάς, τὰς ὁποίας ἔφερε μεθ' ἑαυτοῦ. — [1103, 73, 1318, 98]
price-row-label: » Πελοπ. — [35, 425, 81, 436]
price-row-label: Λίραι Τουρκίας — [180, 451, 259, 462]
column-6 — [1328, 69, 1576, 2269]
summary-title: ΠΕΡΙΛΗΨΙΣ — [1159, 499, 1262, 517]
store2-label: ΣΤΟ ΕΙΔΙΚΟΝ — [1103, 1615, 1213, 1631]
c2-text-10: «Ὅλους σχεδὸν τοὺς πατριώτας τοῦ γελοῦσε καὶ τοὺς ἐπαιρνε χρήματα ὑποσχόμενος ὅτι ἐχθρὸς ἐπιστρέψει εἰς τὴν Χαλκιδικήν.» «Ὁ ἴδιος, νομίζω, ὅτι ἐκάμεν 7 χρόνια φυλακὴ στὴν Αἴγινα.» — [339, 778, 584, 842]
price-row-label: » Κρήτης — [35, 342, 81, 354]
funeral-role: (ὑπάλληλον τῆς Δημαρχίας) — [1135, 264, 1286, 276]
auction-title: ΠΛΕΙΣΤΗΡΙΑΣΜΟΣ — [1376, 461, 1528, 477]
divider — [603, 167, 828, 168]
text-filler — [847, 782, 1084, 912]
calendar-line-1: ΠΑΡΑΣΚΕΥΗ 7 Όκτωβρίου. Σελήνη 29ημ. — [71, 118, 282, 129]
divider — [603, 1501, 828, 1502]
column-4 — [838, 69, 1094, 2269]
price-row-value: 29.90 — [289, 499, 318, 510]
summary-signature-role: Ὁ ὑπογραμματεύς Μιχ. Τσόνκας — [1127, 830, 1294, 841]
price-row — [33, 411, 175, 425]
price-row-value: 104.50 — [137, 260, 173, 271]
summary-lawyer: ΔΗΜ. ΠΑΠΠΑΣ — [1165, 880, 1256, 892]
price-row-label: Larisse — [180, 319, 218, 330]
price-row — [33, 301, 175, 315]
clinic-ad — [1103, 906, 1318, 1087]
price-row-label: Δ. Ἐθν. Τρ. — [35, 301, 92, 313]
c3-text-9: Ὁ εἰσαγγελεὺς κ. Ἀντωνιάδης τὸν ὁποῖον ἠρωτήσαμεν μᾶς εἶπεν: «Ἀδύνατον νὰ σᾶς πῶ τίποτε περισσότερον πρὶν ἢ παρακολουθῶ αὐτοπροσώπως τὴν ἀνάκρισιν.» — [603, 971, 828, 1035]
price-row-label: Πυριτίου — [35, 480, 82, 491]
price-row-value: 42.— — [292, 307, 318, 318]
column-2 — [330, 69, 594, 2269]
c6-text-5: Ὁ πλειστηριασμὸς θὰ γείνῃ τὴν 9 Ὀκτωβρίου ἡμέραν Κυριακὴν καὶ ὥραν 9 μ. π. κατὰ τὴν δημοπρασίαν. Ἐν Ἀθήναις τῇ 26 Σεπτεμβρίου 1905. — [1337, 615, 1567, 666]
funeral-name: ΣΠΥΡΟΝ Π. ΑΝΑΣΤΑΣΙΑΔΗΝ ἢ ΦΕΚΑΝ — [1113, 232, 1308, 260]
c2-text-6: — Ἀλλ' ὁ τοὺς σκότωσεν αὐτός; — Ξέρω καὶ γὼ τί νὰ 'πῶ... Μᾶς εἶπε ὁ σύζυγον, ἐπὶ τῆς ἀνακρίσεως τοῦ υἱοῦ τοῦ ὑπηρέτου, δὲν ἦτο τοῦ τόπου καὶ τοῦ γαμβροῦ του. — [339, 501, 584, 552]
c3-text-11: Τραγικὸν δυστύχημα ἀνηγγέλθη χθὲς τὴν ἑσπέραν εἰς τὸ ὑπουργεῖον τῶν Ἐσωτερικῶν ἐκ Ἀνδρούσης τῆς Μεσσηνίας. Κατὰ τηλεγραφικὴν εἴδησιν ἐκεῖθεν, τὴν νύκτα τῆς παρελθούσης Τετάρτης ἐν τῷ χειμάρρῳ παρασυρθεῖσα ἐπνίγη ἡ οἰκογένεια τοῦ Ἀριστομένους Θεοδωροπούλου. — [603, 1237, 828, 1340]
wounding-title: ΤΡΑΥΜΑΤΙΣΜΟΣ — [894, 1248, 1037, 1266]
gentleman-illustration — [1337, 798, 1567, 1098]
text-filler — [339, 1446, 584, 1536]
divider — [1337, 1186, 1567, 1187]
c4-text-2: Περὶ τὴν 3 1/2 πρωινὴν ὥραν τῆς σήμερον μεγάλη πυρκαϊὰ ἐξερράγη εἰς τὴν ἐπὶ τῆς ὁδοῦ Ἀπόλλωνος καὶ Βουλῆς οἰκίαν κ. Ἰω. Μιχαλέα. — [847, 236, 1084, 287]
price-row — [179, 319, 321, 331]
funeral-mother: Ἡ μήτηρ — [1187, 363, 1234, 375]
store2-number: 21 Σταδίου — [1250, 1637, 1318, 1649]
prices-subtitle: Διὰ τέλος τοῦ μηνὸς — [124, 227, 229, 238]
price-row — [179, 475, 321, 487]
divider — [603, 1180, 828, 1181]
price-row-label: Κορῶναι — [180, 511, 225, 522]
extension-title: Η ΠΑΡΑΤΑΣΙΣ — [877, 563, 1054, 588]
c5-text-3: θανόντα χθὲς κηδεύομεν σήμερον Παρασκευὴν ὥραν 10η π. μ. ἐκ τῆς οἰκίας μας κειμένης ἐπὶ τῆς ὁδοῦ Ἀσκληπιοῦ ἀριθ. 77 εἰς τὸν ναὸν τοῦ Ἁγίου Νικολάου (Πευκάκια). Ἐν Ἀθήναις τῇ 7η Ὀκτωβρίου 1905. — [1109, 281, 1312, 358]
price-row — [33, 329, 175, 343]
c5-text-10: Πωλεῖται ἢ ἐνοικιάζεται κατόπιν εἰς κεντρικὴν θέσιν καὶ ἐπὶ μακρὰν. Πληροφορίαι ὁδὸς Πειραιῶς 48 Παντοπωλεῖον. — [1103, 1459, 1318, 1510]
